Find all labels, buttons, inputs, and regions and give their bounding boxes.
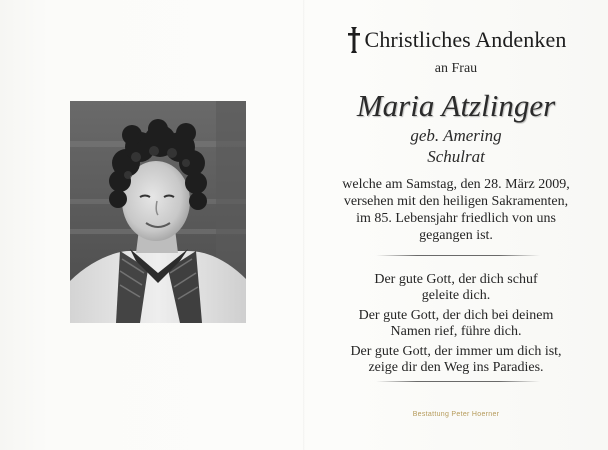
salutation: an Frau	[434, 61, 478, 76]
deceased-title: Schulrat	[427, 147, 485, 166]
card-fold-shadow	[303, 0, 305, 450]
obituary-line: gegangen ist.	[419, 228, 493, 243]
verse-line: zeige dir den Weg ins Paradies.	[368, 360, 544, 375]
verse-line: Der gute Gott, der dich schuf	[374, 272, 538, 287]
portrait-photo-image	[70, 101, 246, 323]
portrait-photo	[70, 101, 246, 323]
obituary-line: welche am Samstag, den 28. März 2009,	[342, 177, 570, 192]
obituary-line: im 85. Lebensjahr friedlich von uns	[356, 211, 556, 226]
divider-top	[376, 255, 540, 256]
obituary-text	[318, 176, 594, 244]
birth-name: geb. Amering	[410, 126, 502, 145]
heading	[318, 26, 594, 58]
divider-bottom	[376, 381, 540, 382]
funeral-home-credit: Bestattung Peter Hoerner	[412, 411, 500, 418]
verse-line: Der gute Gott, der dich bei deinem	[358, 308, 554, 323]
deceased-name: Maria Atzlinger	[356, 88, 556, 123]
verse-line: geleite dich.	[421, 288, 491, 303]
card-title: Christliches Andenken	[364, 27, 567, 52]
verse-line: Der gute Gott, der immer um dich ist,	[350, 344, 562, 359]
latin-cross-icon	[346, 26, 362, 54]
obituary-line: versehen mit den heiligen Sakramenten,	[343, 194, 569, 209]
prayer-verse	[318, 272, 594, 376]
verse-line: Namen rief, führe dich.	[390, 324, 522, 339]
